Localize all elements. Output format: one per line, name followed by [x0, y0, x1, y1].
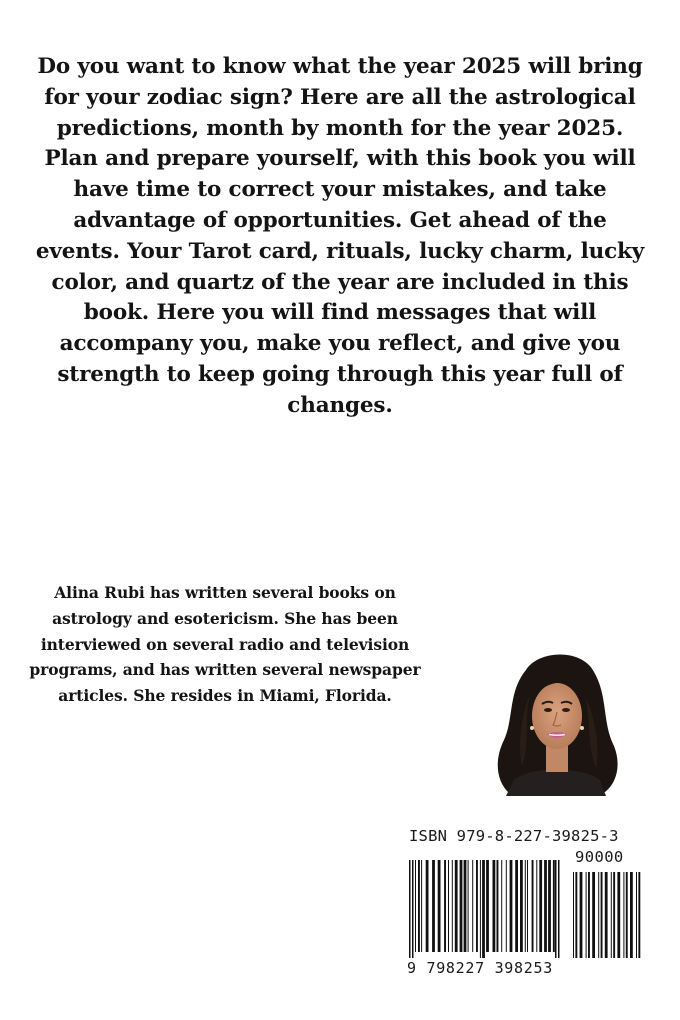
barcode-bar: [506, 860, 507, 952]
author-bio: Alina Rubi has written several books on astrology and esotericism. She has been interviewed on several radio and television programs, and has written several newspaper articles. She resides in Miami, Florida.: [29, 583, 421, 706]
barcode-bar: [412, 860, 414, 958]
barcode-bar: [605, 872, 608, 958]
barcode-bar: [555, 860, 557, 958]
barcode-bar: [617, 872, 620, 958]
barcode-bar: [626, 872, 628, 958]
barcode-bar: [536, 860, 537, 952]
barcode-bar: [452, 860, 453, 952]
barcode-bar: [415, 860, 416, 952]
barcode-bar: [472, 860, 473, 952]
barcode-bar: [418, 860, 420, 952]
barcode-bar: [553, 860, 555, 952]
barcode-bar: [630, 872, 633, 958]
barcode-bar: [510, 860, 513, 952]
barcode-bar: [613, 872, 615, 958]
barcode-bar: [520, 860, 523, 952]
barcode-bar: [601, 872, 603, 958]
barcode-bar: [438, 860, 441, 952]
barcode-bar: [480, 860, 481, 958]
barcode-bar: [444, 860, 446, 952]
book-description: Do you want to know what the year 2025 will bring for your zodiac sign? Here are all the astrological predictions, month by month for the year 2025. Plan and prepare yourself, with this book you will have time to correct your mistakes, and take advantage of opportunities. Get ahead of the events. Your Tarot card, rituals, lucky charm, lucky color, and quartz of the year are included in this book. Here you will find messages that will accompany you, make you reflect, and give you strength to keep going through this year full of changes.: [35, 54, 645, 418]
barcode-bar: [588, 872, 590, 958]
barcode-bar: [409, 860, 411, 958]
barcode-bar: [460, 860, 463, 952]
barcode-bar: [558, 860, 560, 958]
barcode-bar: [464, 860, 467, 952]
barcode-bar: [539, 860, 542, 952]
barcode-bar: [527, 860, 528, 952]
barcode-bar: [493, 860, 496, 952]
barcode-bar: [515, 860, 518, 952]
barcode-bar: [501, 860, 502, 952]
author-photo: [490, 648, 622, 796]
barcode-bar: [421, 860, 422, 952]
barcode-bar: [482, 860, 485, 958]
barcode-bar: [455, 860, 458, 952]
price-code: 90000: [575, 848, 624, 866]
barcode-bar: [532, 860, 534, 952]
barcode-bar: [573, 872, 574, 958]
barcode-bar: [598, 872, 599, 958]
isbn-label: ISBN 979-8-227-39825-3: [409, 827, 619, 845]
barcode-bar: [497, 860, 499, 952]
barcode-bar: [611, 872, 612, 958]
barcode: [407, 860, 647, 960]
barcode-bar: [586, 872, 587, 958]
barcode-bar: [638, 872, 640, 958]
barcode-bar: [548, 860, 551, 952]
barcode-bar: [592, 872, 595, 958]
barcode-bar: [636, 872, 637, 958]
barcode-bar: [468, 860, 469, 952]
barcode-bar: [544, 860, 547, 952]
barcode-bar: [486, 860, 489, 952]
barcode-bar: [432, 860, 435, 952]
barcode-bar: [525, 860, 526, 952]
barcode-bar: [476, 860, 478, 952]
barcode-bar: [575, 872, 577, 958]
barcode-digits: 9 798227 398253: [407, 959, 553, 977]
barcode-bar: [580, 872, 583, 958]
barcode-bar: [426, 860, 429, 952]
barcode-bar: [623, 872, 624, 958]
barcode-bar: [448, 860, 449, 952]
